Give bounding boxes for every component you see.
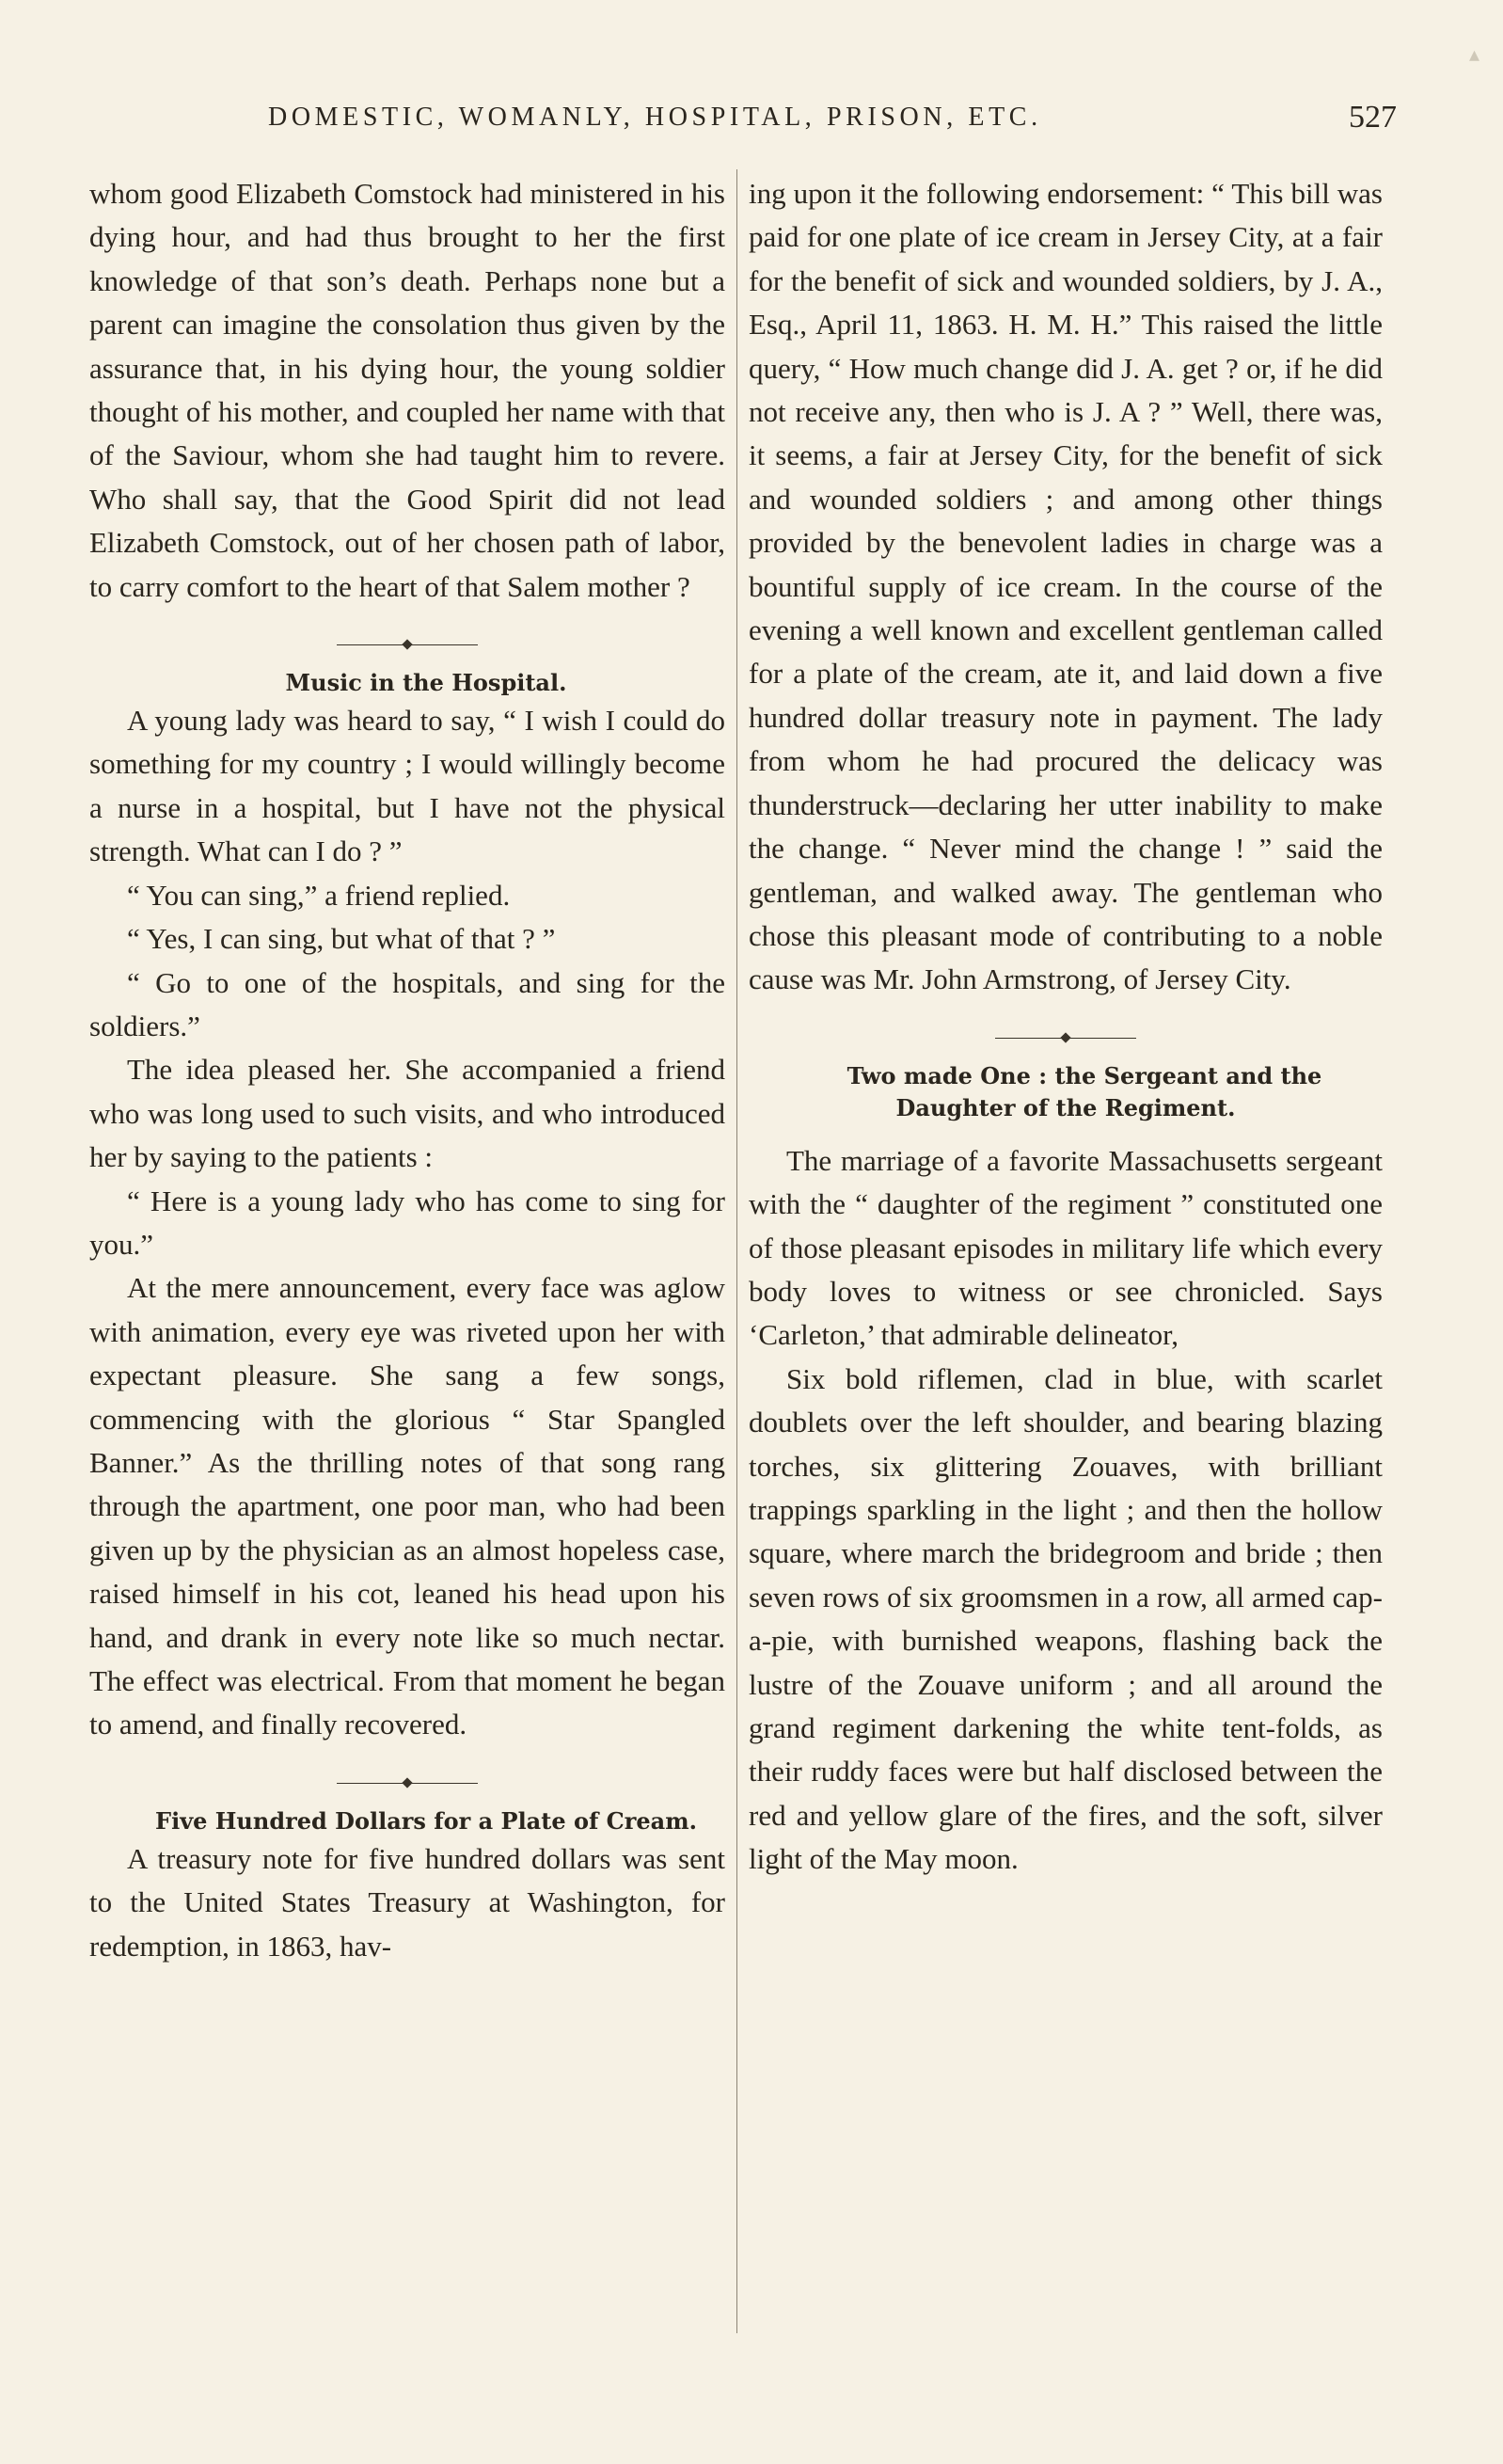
- paragraph: whom good Elizabeth Comstock had ministered in his dying hour, and had thus brought to her the first knowledge of that son’s death. Perhaps none but a parent can imagine the consolation thus given by the assurance that, in his dying hour, the young soldier thought of his mother, and coupled her name with that of the Saviour, whom she had taught him to revere. Who shall say, that the Good Spirit did not lead Elizabeth Comstock, out of her chosen path of labor, to carry comfort to the heart of that Salem mother ?: [89, 177, 725, 603]
- column-rule: [736, 169, 737, 2333]
- section-heading: Two made One : the Sergeant and the Daughter of the Regiment.: [846, 1061, 1322, 1121]
- paragraph: A treasury note for five hundred dollars was sent to the United States Treasury at Washington, for redemption, in 1863, hav-: [89, 1841, 725, 1963]
- paragraph: “ Yes, I can sing, but what of that ? ”: [127, 922, 556, 956]
- paragraph: “ Go to one of the hospitals, and sing for the soldiers.”: [89, 965, 725, 1042]
- paragraph: At the mere announcement, every face was aglow with animation, every eye was riveted upon her with expectant pleasure. She sang a few songs, commencing with the glorious “ Star Spangled Banner.” As the thrilling notes of that song rang through the apartment, one poor man, who had been given up by the physician as an almost hopeless case, raised himself in his cot, leaned his head upon his hand, and drank in every note like so much nectar. The effect was electrical. From that moment he began to amend, and finally recovered.: [89, 1271, 725, 1741]
- running-title: DOMESTIC, WOMANLY, HOSPITAL, PRISON, ETC.: [268, 103, 1042, 132]
- section-heading: Music in the Hospital.: [285, 669, 567, 697]
- paragraph: A young lady was heard to say, “ I wish I could do something for my country ; I would willingly become a nurse in a hospital, but I have not the physical strength. What can I do ? ”: [89, 704, 725, 868]
- corner-mark: ▴: [1469, 42, 1480, 66]
- running-head: [89, 94, 1397, 141]
- paragraph: The idea pleased her. She accompanied a friend who was long used to such visits, and who introduced her by saying to the patients :: [89, 1053, 725, 1174]
- divider-ornament: [402, 639, 412, 649]
- section-divider: [995, 1032, 1136, 1043]
- left-column: [89, 172, 725, 1968]
- page-number: 527: [1349, 100, 1397, 135]
- paragraph: The marriage of a favorite Massachusetts sergeant with the “ daughter of the regiment ” constituted one of those pleasant episodes in military life which every body loves to witness or see chronicled. Says ‘Carleton,’ that admirable delineator,: [749, 1143, 1383, 1352]
- paragraph: “ Here is a young lady who has come to sing for you.”: [89, 1184, 725, 1261]
- paragraph: “ You can sing,” a friend replied.: [127, 878, 511, 912]
- divider-ornament: [402, 1777, 412, 1788]
- paragraph: Six bold riflemen, clad in blue, with scarlet doublets over the left shoulder, and bearing blazing torches, six glittering Zouaves, with brilliant trappings sparkling in the light ; and then the hollow square, where march the bridegroom and bride ; then seven rows of six groomsmen in a row, all armed cap-a-pie, with burnished weapons, flashing back the lustre of the Zouave uniform ; and all around the grand regiment darkening the white tent-folds, as their ruddy faces were but half disclosed between the red and yellow glare of the fires, and the soft, silver light of the May moon.: [749, 1361, 1383, 1876]
- section-divider: [337, 639, 478, 650]
- divider-ornament: [1060, 1032, 1070, 1042]
- right-column: [749, 172, 1383, 1882]
- section-heading: Five Hundred Dollars for a Plate of Cream.: [155, 1806, 697, 1835]
- paragraph: ing upon it the following endorsement: “ This bill was paid for one plate of ice cream in Jersey City, at a fair for the benefit of sick and wounded soldiers, by J. A., Esq., April 11, 1863. H. M. H.” This raised the little query, “ How much change did J. A. get ? or, if he did not receive any, then who is J. A ? ” Well, there was, it seems, a fair at Jersey City, for the benefit of sick and wounded soldiers ; and among other things provided by the benevolent ladies in charge was a bountiful supply of ice cream. In the course of the evening a well known and excellent gentleman called for a plate of the cream, ate it, and laid down a five hundred dollar treasury note in payment. The lady from whom he had procured the delicacy was thunderstruck—declaring her utter inability to make the change. “ Never mind the change ! ” said the gentleman, and walked away. The gentleman who chose this pleasant mode of contributing to a noble cause was Mr. John Armstrong, of Jersey City.: [749, 177, 1383, 996]
- section-divider: [337, 1777, 478, 1788]
